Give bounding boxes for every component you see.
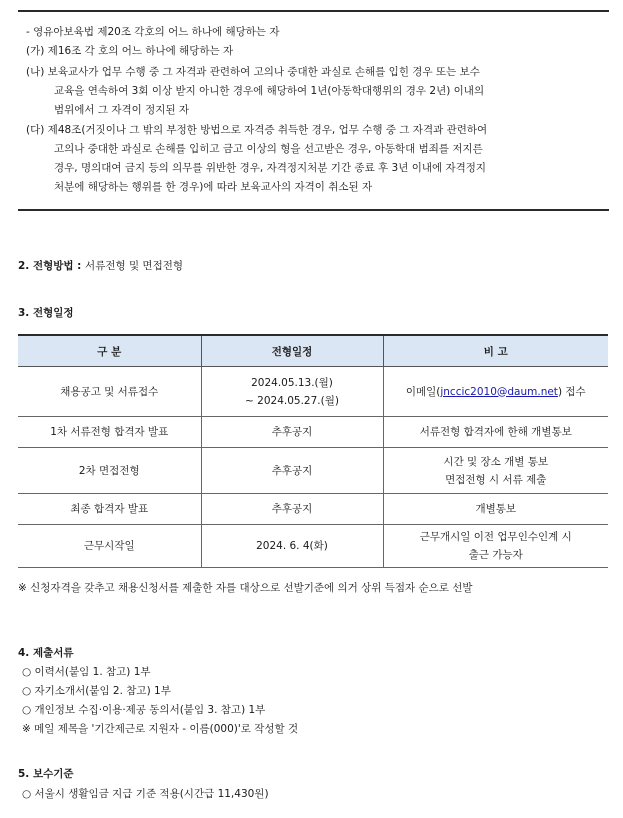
- row-category: 근무시작일: [18, 525, 201, 568]
- remark-line2: 면접전형 시 서류 제출: [445, 473, 547, 486]
- table-row: [18, 417, 608, 448]
- disqualification-item-na-line2: 교육을 연속하여 3회 이상 받지 아니한 경우에 해당하여 1년(아동학대행위의 경우 2년) 이내의: [54, 85, 485, 97]
- email-link[interactable]: jnccic2010@daum.net: [440, 385, 558, 398]
- remark-line1: 시간 및 장소 개별 통보: [443, 455, 549, 468]
- schedule-start: 2024.05.13.(월): [251, 376, 333, 389]
- row-remark: [383, 525, 608, 568]
- remark-suffix: ) 접수: [557, 385, 586, 398]
- table-row: [18, 525, 608, 568]
- remark-line2: 출근 가능자: [468, 549, 523, 561]
- box-bottom-rule: [18, 209, 609, 211]
- schedule-end: ~ 2024.05.27.(월): [245, 394, 339, 407]
- row-category: 1차 서류전형 합격자 발표: [18, 417, 201, 448]
- row-remark: 서류전형 합격자에 한해 개별통보: [383, 417, 608, 448]
- box-top-rule: [18, 10, 609, 12]
- row-remark: 개별통보: [383, 494, 608, 525]
- disqualification-item-na-line3: 범위에서 그 자격이 정지된 자: [54, 104, 190, 116]
- header-schedule: 전형일정: [201, 335, 383, 367]
- header-category: 구 분: [18, 335, 201, 367]
- document-item: ○ 이력서(붙임 1. 참고) 1부: [22, 666, 151, 678]
- disqualification-intro: - 영유아보육법 제20조 각호의 어느 하나에 해당하는 자: [26, 26, 280, 38]
- pay-item: ○ 서울시 생활임금 지급 기준 적용(시간급 11,430원): [22, 788, 269, 800]
- row-schedule: 추후공지: [201, 417, 383, 448]
- table-row: [18, 494, 608, 525]
- selection-note: ※ 신청자격을 갖추고 채용신청서를 제출한 자를 대상으로 선발기준에 의거 상위 득점자 순으로 선발: [18, 582, 473, 594]
- disqualification-item-na-line1: (나) 보육교사가 업무 수행 중 그 자격과 관련하여 고의나 중대한 과실로 손해를 입힌 경우 또는 보수: [26, 66, 480, 78]
- section-5-heading: 5. 보수기준: [18, 768, 74, 780]
- section-2-heading: [18, 258, 183, 274]
- remark-line1: 근무개시일 이전 업무인수인계 시: [419, 531, 572, 543]
- disqualification-item-da-line1: (다) 제48조(거짓이나 그 밖의 부정한 방법으로 자격증 취득한 경우, 업무 수행 중 그 자격과 관련하여: [26, 124, 488, 136]
- table-row: [18, 367, 608, 417]
- remark-prefix: 이메일(: [405, 385, 441, 398]
- disqualification-item-da-line3: 경우, 명의대여 금지 등의 의무를 위반한 경우, 자격정지처분 기간 종료 후 3년 이내에 자격정지: [54, 162, 487, 174]
- header-remark: 비 고: [383, 335, 608, 367]
- row-schedule: [201, 367, 383, 417]
- document-item: ○ 개인정보 수집·이용·제공 동의서(붙임 3. 참고) 1부: [22, 704, 266, 716]
- table-row: [18, 448, 608, 494]
- document-item: ○ 자기소개서(붙임 2. 참고) 1부: [22, 685, 171, 697]
- schedule-table: [18, 334, 608, 568]
- section-3-heading: 3. 전형일정: [18, 307, 74, 319]
- section-2-title: 2. 전형방법 :: [18, 260, 82, 272]
- row-schedule: 2024. 6. 4(화): [201, 525, 383, 568]
- row-schedule: 추후공지: [201, 494, 383, 525]
- row-schedule: 추후공지: [201, 448, 383, 494]
- section-2-value: 서류전형 및 면접전형: [85, 260, 184, 272]
- row-category: 채용공고 및 서류접수: [18, 367, 201, 417]
- email-subject-note: ※ 메일 제목을 '기간제근로 지원자 - 이름(000)'로 작성할 것: [22, 723, 299, 735]
- row-remark: [383, 448, 608, 494]
- row-remark: [383, 367, 608, 417]
- disqualification-item-ga: (가) 제16조 각 호의 어느 하나에 해당하는 자: [26, 45, 234, 57]
- disqualification-item-da-line4: 처분에 해당하는 행위를 한 경우)에 따라 보육교사의 자격이 취소된 자: [54, 181, 373, 193]
- disqualification-item-da-line2: 고의나 중대한 과실로 손해를 입히고 금고 이상의 형을 선고받은 경우, 아동학대 범죄를 저지른: [54, 143, 483, 155]
- row-category: 최종 합격자 발표: [18, 494, 201, 525]
- row-category: 2차 면접전형: [18, 448, 201, 494]
- table-header-row: [18, 335, 608, 367]
- section-4-heading: 4. 제출서류: [18, 647, 74, 659]
